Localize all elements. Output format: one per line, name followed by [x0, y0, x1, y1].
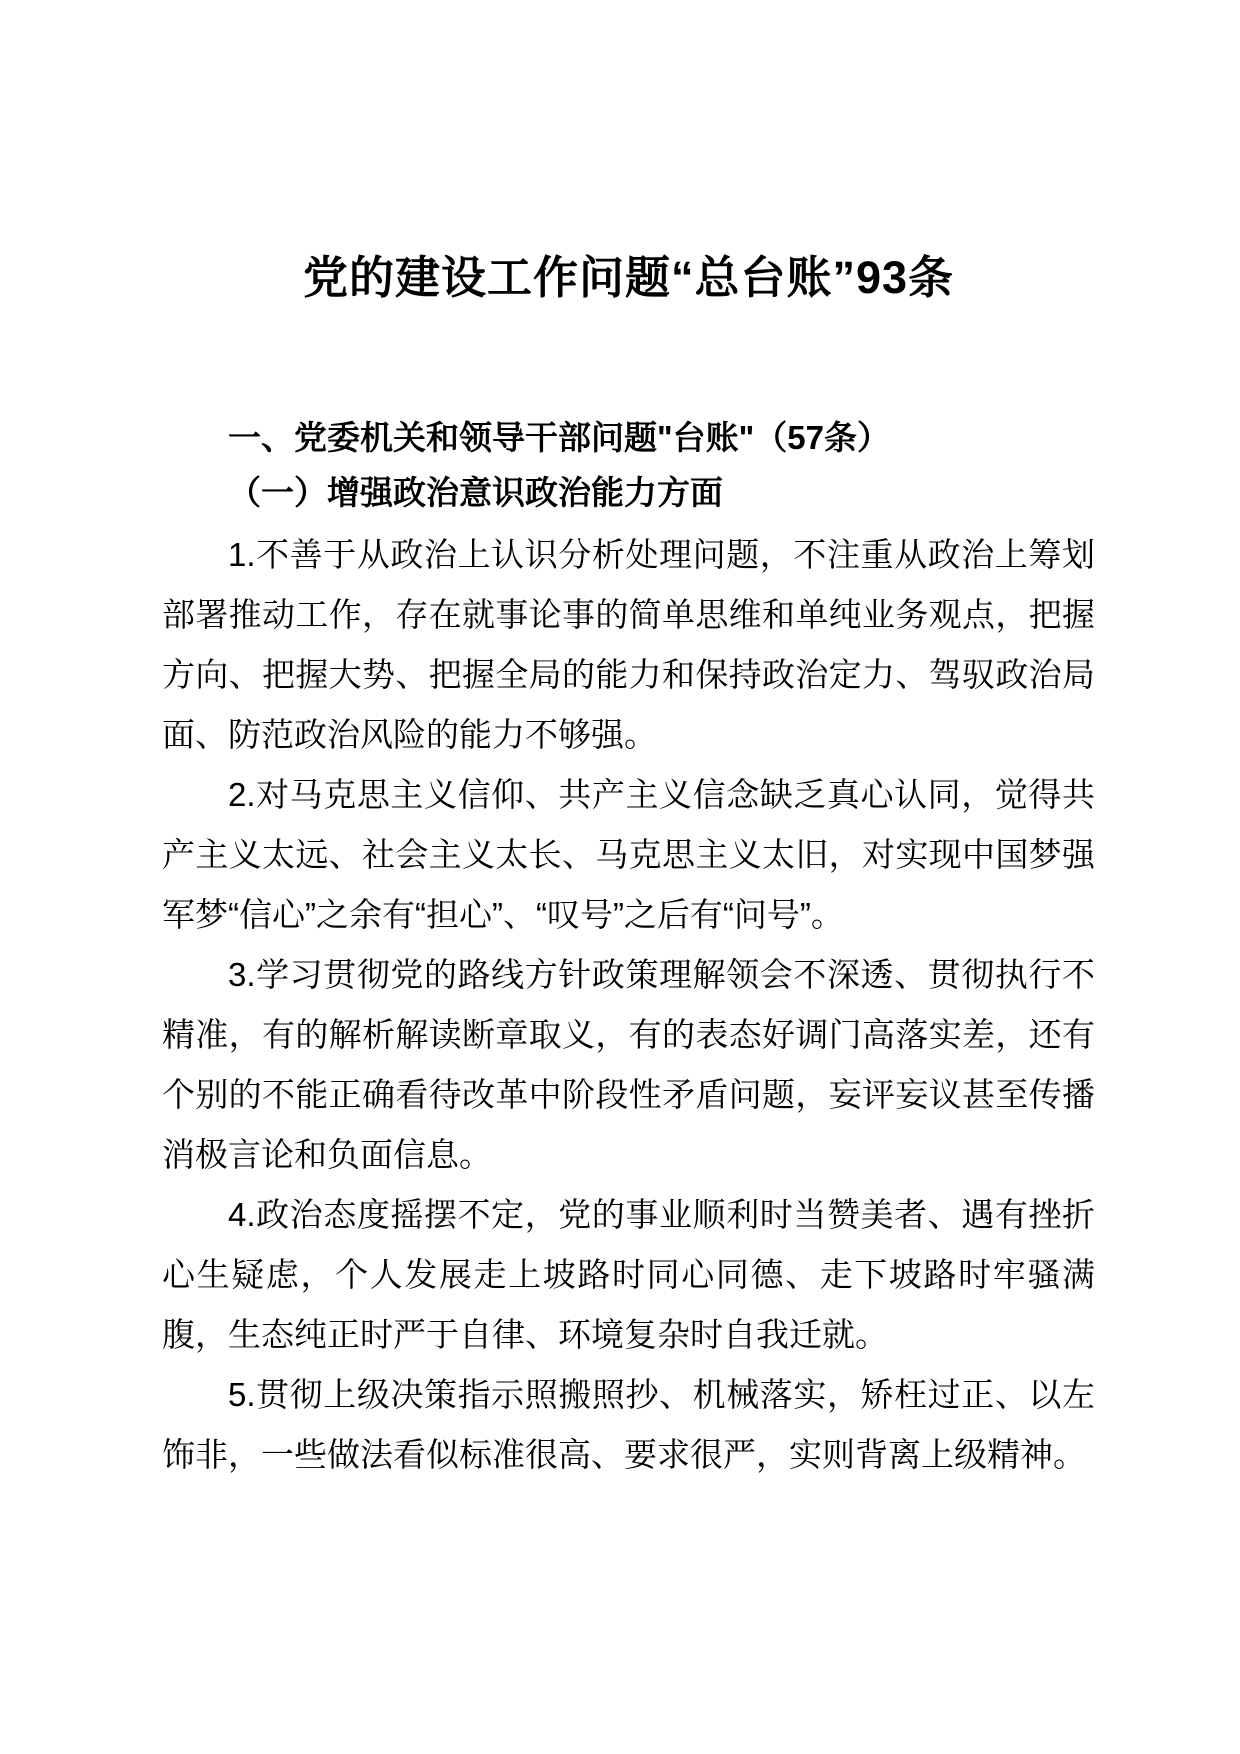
paragraph-5: 5.贯彻上级决策指示照搬照抄、机械落实，矫枉过正、以左饰非，一些做法看似标准很高、要求很严，实则背离上级精神。: [162, 1376, 1095, 1473]
paragraph-list: [162, 525, 1095, 1485]
subsection-heading: （一）增强政治意识政治能力方面: [228, 474, 723, 511]
paragraph-3: 3.学习贯彻党的路线方针政策理解领会不深透、贯彻执行不精准，有的解析解读断章取义，有的表态好调门高落实差，还有个别的不能正确看待改革中阶段性矛盾问题，妄评妄议甚至传播消极言论和负面信息。: [162, 956, 1095, 1173]
paragraph-2: 2.对马克思主义信仰、共产主义信念缺乏真心认同，觉得共产主义太远、社会主义太长、马克思主义太旧，对实现中国梦强军梦“信心”之余有“担心”、“叹号”之后有“问号”。: [162, 776, 1095, 933]
paragraph-4: 4.政治态度摇摆不定，党的事业顺利时当赞美者、遇有挫折心生疑虑，个人发展走上坡路时同心同德、走下坡路时牢骚满腹，生态纯正时严于自律、环境复杂时自我迁就。: [162, 1196, 1095, 1353]
paragraph-1: 1.不善于从政治上认识分析处理问题，不注重从政治上筹划部署推动工作，存在就事论事的简单思维和单纯业务观点，把握方向、把握大势、把握全局的能力和保持政治定力、驾驭政治局面、防范政治风险的能力不够强。: [162, 536, 1095, 753]
document-title: 党的建设工作问题“总台账”93条: [302, 252, 955, 303]
section-heading: 一、党委机关和领导干部问题"台账"（57条）: [228, 419, 890, 456]
